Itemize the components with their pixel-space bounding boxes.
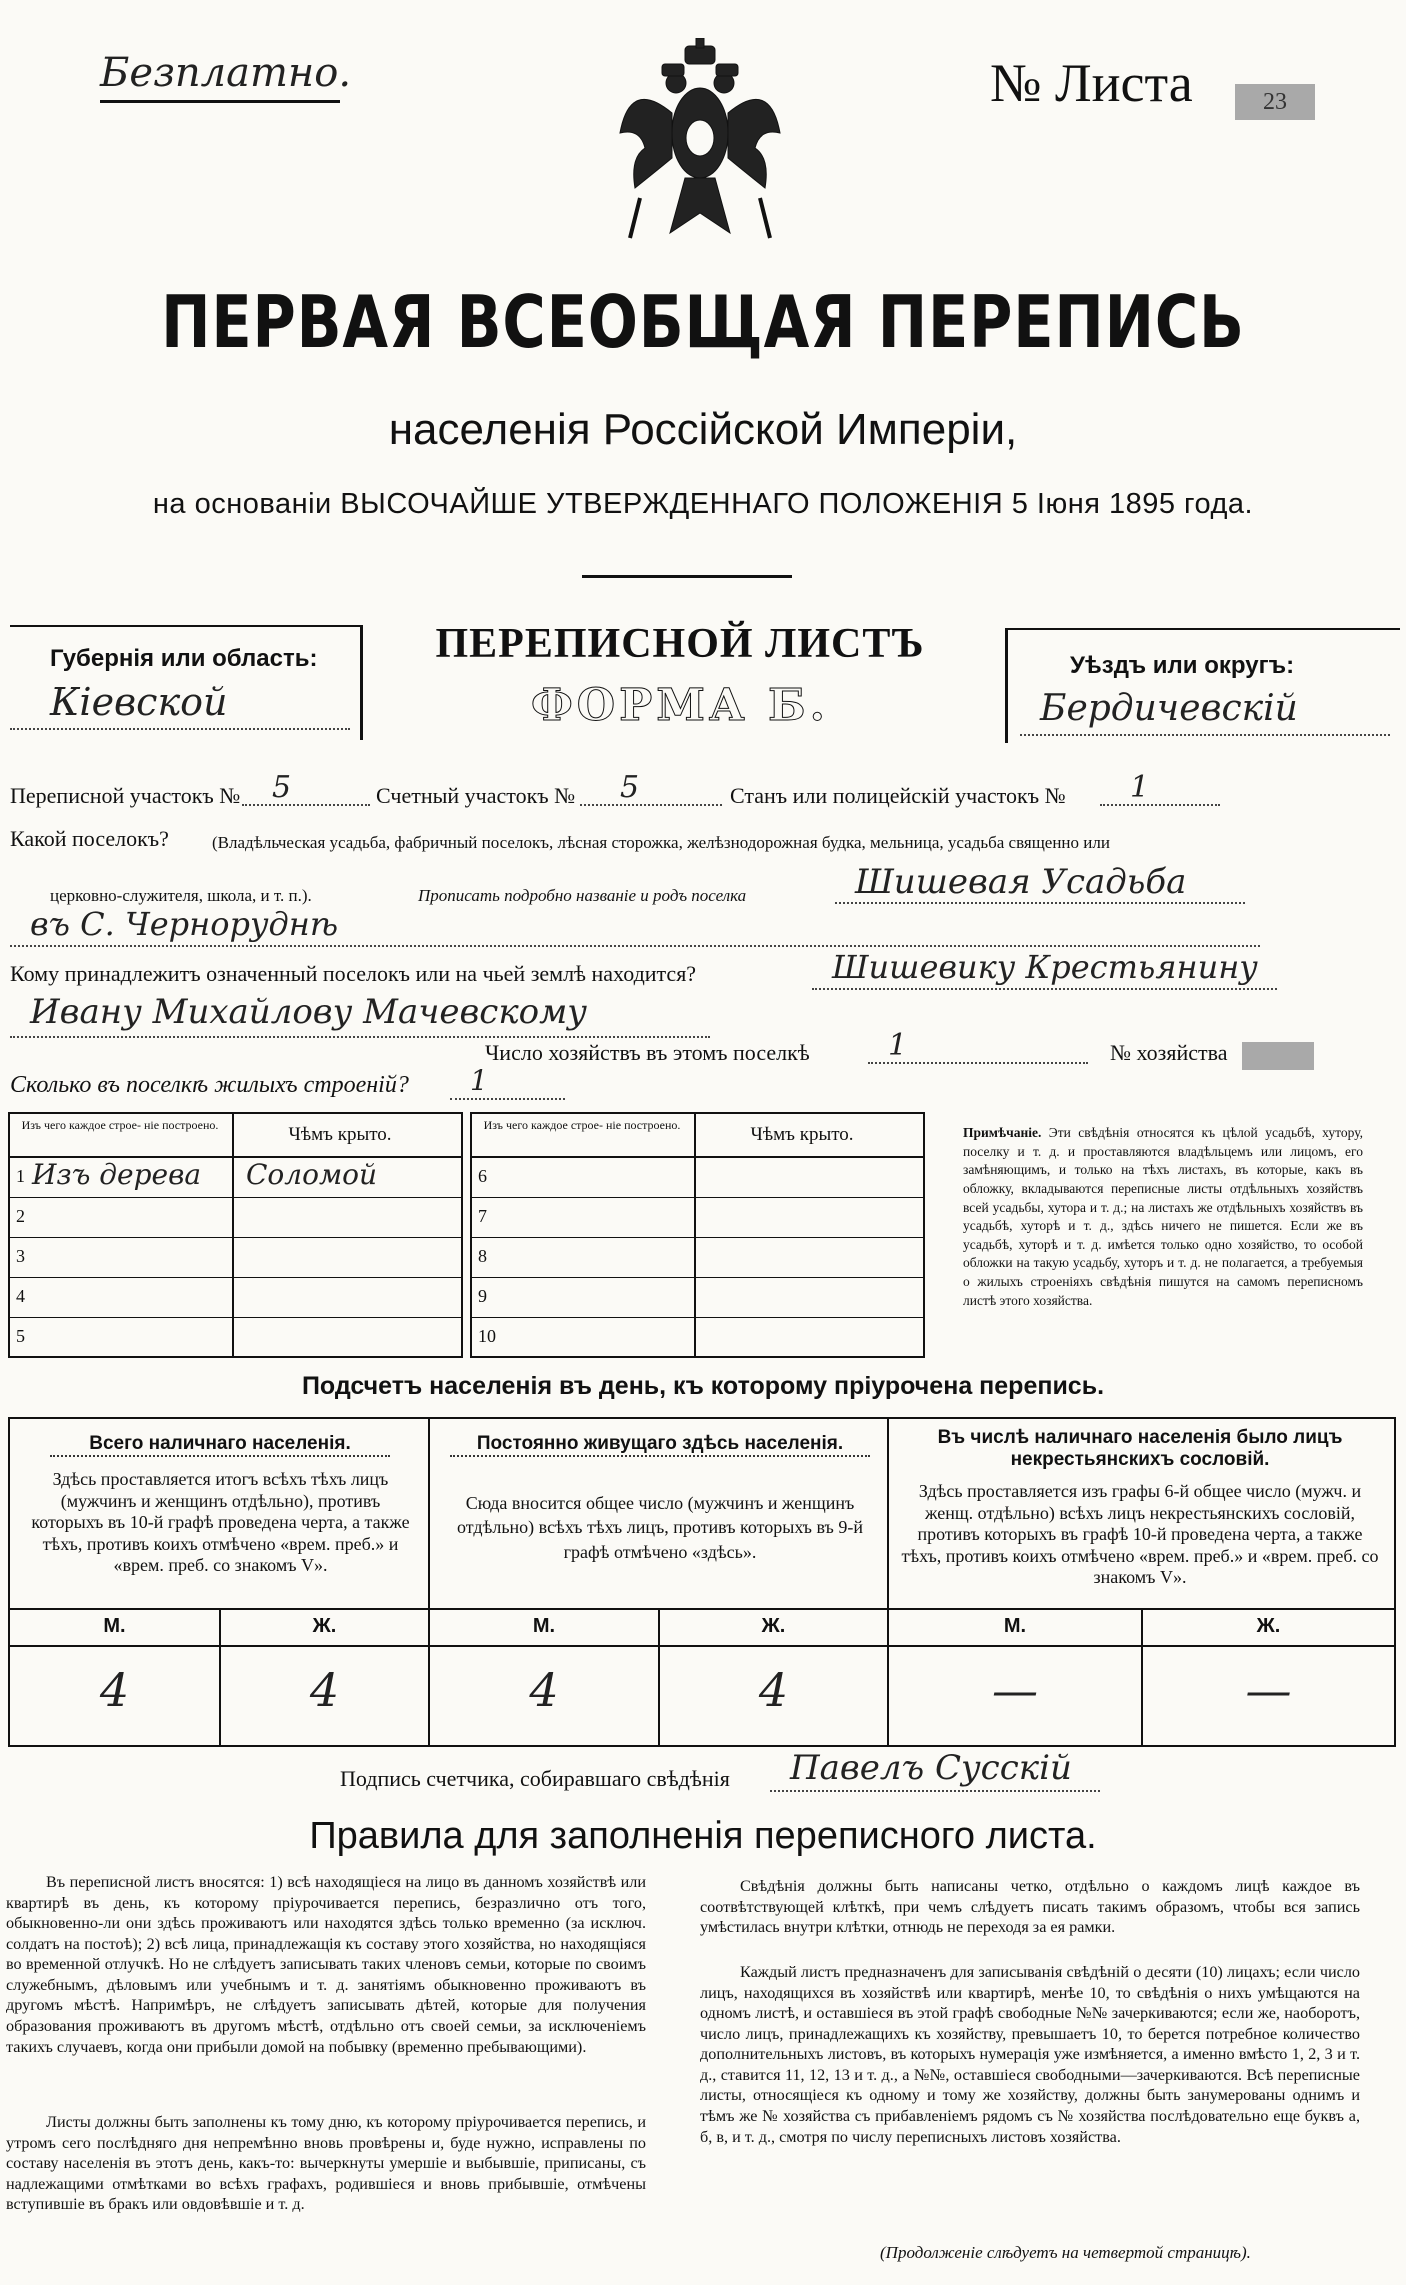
- decree-basis: на основаніи ВЫСОЧАЙШЕ УТВЕРЖДЕННАГО ПОЛОЖЕНІЯ 5 Іюня 1895 года.: [152, 488, 1254, 520]
- owner-label: Кому принадлежитъ означенный поселокъ или на чьей землѣ находится?: [10, 961, 697, 986]
- building-row: [472, 1158, 923, 1198]
- page-subtitle: населенія Россійской Имперіи,: [388, 405, 1018, 454]
- gubernia-top-line: [10, 625, 362, 627]
- building-row: [472, 1238, 923, 1278]
- col3-title: Въ числѣ наличнаго населенія было лицъ некрестьянскихъ сословій.: [937, 1427, 1343, 1470]
- col2-title: Постоянно живущаго здѣсь населенія.: [450, 1433, 870, 1457]
- free-label: Безплатно.: [100, 50, 352, 96]
- rules-left-p1: Въ переписной листъ вносятся: 1) всѣ находящіеся на лицо въ данномъ хозяйствѣ или квартирѣ въ день, къ которому пріурочивается перепись, безразлично отъ того, обыкновенно-ли они здѣсь проживаютъ или находятся здѣсь только временно (за исключ. солдатъ на постоѣ); 2) всѣ лица, принадлежащія къ составу этого хозяйства, но находящіяся во временной отлучкѣ. Но не слѣдуетъ записывать таких членовъ семьи, которые по своимъ служебнымъ, дѣловымъ или учебнымъ и т. д. занятіямъ обыкновенно проживаютъ въ другомъ мѣстѣ. Напримѣръ, не слѣдуетъ записывать дѣтей, которые для получения образования проживаютъ въ другомъ мѣстѣ, отдѣльно отъ своей семьи, за исключеніемъ такихъ случаевъ, когда они прибыли домой на побывку (временно пребывающими).: [6, 1873, 646, 2056]
- uezd-label: Уѣздъ или округъ:: [1070, 652, 1295, 679]
- col-material-header: Изъ чего каждое строе- ніе построено.: [21, 1118, 219, 1132]
- nonpeasant-f-value: —: [1245, 1663, 1292, 1717]
- building-row: [10, 1158, 461, 1198]
- f-label: Ж.: [312, 1615, 337, 1637]
- rules-continued: (Продолженіе слѣдуетъ на четвертой страницѣ).: [880, 2243, 1251, 2262]
- sheet-no-label: № Листа: [990, 53, 1193, 113]
- imperial-eagle-emblem: [610, 38, 790, 253]
- households-label: Число хозяйствъ въ этомъ поселкѣ: [485, 1040, 810, 1065]
- buildings-note: [963, 1124, 1363, 1310]
- rules-right-p2: Каждый листъ предназначенъ для записыванія свѣдѣній о десяти (10) лицахъ; если число лицъ, находящихся въ хозяйствѣ или квартирѣ, менѣе 10, то свѣдѣнія о нихъ умѣщаются на одномъ листѣ, и оставшіеся въ этой графѣ свободные №№ зачеркиваются; если же, наоборотъ, число лицъ, принадлежащихъ къ хозяйству, превышаетъ 10, то берется потребное количество дополнительныхъ листовъ, въ которыхъ нумерація уже измѣняется, а именно вмѣсто 1, 2, 3 и т. д., ставится 11, 12, 13 и т. д., а №№, оставшіеся свободными—зачеркиваются. Всѣ переписные листы, относящіеся къ одному и тому же хозяйству, должны быть занумерованы однимъ и тѣмъ же № хозяйства съ прибавленіемъ рядомъ съ № хозяйства послѣдовательно еще буквъ а, б, в, и т. д., смотря по числу переписныхъ листовъ хозяйства.: [700, 1963, 1360, 2146]
- population-heading: Подсчетъ населенія въ день, къ которому пріурочена перепись.: [301, 1372, 1105, 1400]
- building-row-number: 6: [478, 1166, 487, 1186]
- uezd-value: Бердичевскій: [1020, 688, 1390, 736]
- buildings-table-right: [470, 1112, 925, 1358]
- owner-value-2: Ивану Михайлову Мачевскому: [10, 992, 710, 1038]
- rules-right-p1: Свѣдѣнія должны быть написаны четко, отдѣльно о каждомъ лицѣ каждое въ соотвѣтствующей клѣткѣ, при чемъ слѣдуетъ писать такимъ образомъ, чтобы вся запись умѣстилась внутри клѣтки, отнюдь не переходя за ея рамки.: [700, 1877, 1360, 1937]
- rules-heading: Правила для заполненія переписного листа.: [309, 1815, 1097, 1857]
- signature-label: Подпись счетчика, собиравшаго свѣдѣнія: [340, 1766, 730, 1791]
- count-area-value: 5: [580, 770, 722, 806]
- settlement-hint-3: Прописать подробно названіе и родъ поселка: [418, 886, 747, 905]
- households-value: 1: [868, 1028, 1088, 1064]
- m-label: М.: [103, 1615, 126, 1637]
- settlement-hint-1: (Владѣльческая усадьба, фабричный поселокъ, лѣсная сторожка, желѣзнодорожная будка, мельница, усадьба священно или: [212, 833, 1110, 852]
- building-row-number: 1: [16, 1166, 25, 1186]
- gubernia-value: Кіевской: [10, 680, 350, 730]
- building-row-number: 10: [478, 1326, 496, 1346]
- form-title: ПЕРЕПИСНОЙ ЛИСТЪ: [435, 621, 925, 667]
- f-label: Ж.: [761, 1615, 786, 1637]
- gubernia-right-line: [360, 625, 363, 740]
- building-row: [10, 1198, 461, 1238]
- population-table: [8, 1417, 1396, 1747]
- rules-left-p2: Листы должны быть заполнены къ тому дню, къ которому пріурочивается перепись, и утромъ сего послѣдняго дня непремѣнно вновь провѣрены и, буде нужно, исправлены по составу населенія въ этотъ день, какъ-то: вычеркнуты умершіе и выбывшіе, приписаны, съ надлежащими отмѣтками во всѣхъ графахъ, родившіеся и вновь прибывшіе, отмѣчены вступившіе въ бракъ или овдовѣвшіе и т. д.: [6, 2113, 646, 2214]
- buildings-table-left: [8, 1112, 463, 1358]
- census-area-label: Переписной участокъ №: [10, 783, 241, 808]
- note-text: Эти свѣдѣнія относятся къ цѣлой усадьбѣ, хутору, поселку и т. д. и проставляются владѣльцемъ или лицомъ, его замѣняющимъ, и только на тѣхъ листахъ, въ которые, какъ въ обложку, вкладываются переписные листы отдѣльныхъ хозяйствъ всей усадьбы, хутора и т. д.; на листахъ же отдѣльныхъ хозяйствъ въ усадьбѣ, хуторѣ и т. д., здѣсь ничего не пишется. Если же въ усадьбѣ, хуторѣ и т. д. имѣется только одно хозяйство, то особой обложки на такую усадьбу, хуторъ и т. д. не полагается, а требуемыя о жилыхъ строеніяхъ свѣдѣнія пишутся на самомъ переписномъ листѣ этого хозяйства.: [963, 1125, 1363, 1308]
- col-roof-header: Чѣмъ крыто.: [288, 1124, 392, 1145]
- page-title: ПЕРВАЯ ВСЕОБЩАЯ ПЕРЕПИСЬ: [161, 280, 1245, 364]
- m-label: М.: [1003, 1615, 1027, 1637]
- col3-desc: Здѣсь проставляется изъ графы 6-й общее число (мужч. и женщ. отдѣльно) всѣхъ лицъ некрестьянскихъ сословій, противъ которыхъ въ графѣ 10-й проведена черта, а также тѣхъ, противъ коихъ отмѣчено «врем. преб.» и «врем. преб. со знакомъ V».: [901, 1481, 1379, 1588]
- building-row: [472, 1278, 923, 1318]
- form-subtitle: ФОРМА Б.: [531, 680, 829, 731]
- household-no-value-redacted: [1242, 1042, 1314, 1070]
- divider: [582, 575, 792, 578]
- f-label: Ж.: [1256, 1615, 1281, 1637]
- row-divider: [10, 1645, 1394, 1647]
- uezd-top-line: [1005, 628, 1400, 630]
- station-value: 1: [1100, 770, 1220, 806]
- m-label: М.: [532, 1615, 556, 1637]
- uezd-left-line: [1005, 628, 1008, 743]
- nonpeasant-m-value: —: [992, 1663, 1038, 1717]
- building-row: [10, 1318, 461, 1358]
- household-no-label: № хозяйства: [1110, 1040, 1228, 1065]
- building-row-number: 8: [478, 1246, 487, 1266]
- gubernia-label: Губернія или область:: [50, 645, 318, 672]
- col2-desc: Сюда вносится общее число (мужчинъ и женщинъ отдѣльно) всѣхъ тѣхъ лицъ, противъ которыхъ въ 9-й графѣ отмѣчено «здѣсь».: [457, 1493, 863, 1562]
- building-row: [10, 1238, 461, 1278]
- col-material-header: Изъ чего каждое строе- ніе построено.: [483, 1118, 681, 1132]
- settlement-value-1: Шишевая Усадьба: [835, 862, 1245, 904]
- building-row: [10, 1278, 461, 1318]
- station-label: Станъ или полицейскій участокъ №: [730, 783, 1066, 808]
- note-title: Примѣчаніе.: [963, 1125, 1042, 1140]
- building-row-number: 7: [478, 1206, 487, 1226]
- col1-title: Всего наличнаго населенія.: [50, 1433, 390, 1457]
- count-area-label: Счетный участокъ №: [376, 783, 576, 808]
- sheet-no-value: 23: [1235, 84, 1315, 120]
- building-row-number: 9: [478, 1286, 487, 1306]
- settlement-hint-2: церковно-служителя, школа, и т. п.).: [50, 886, 312, 905]
- resident-m-value: 4: [529, 1663, 559, 1717]
- building-material: Изъ дерева: [32, 1158, 202, 1191]
- settlement-value-2: въ С. Черноруднѣ: [10, 905, 1260, 947]
- building-row: [472, 1318, 923, 1358]
- row-divider: [10, 1608, 1394, 1610]
- building-row: [472, 1198, 923, 1238]
- settlement-label: Какой поселокъ?: [10, 826, 169, 851]
- buildings-label: Сколько въ поселкѣ жилыхъ строеній?: [10, 1072, 409, 1098]
- total-m-value: 4: [99, 1663, 130, 1717]
- free-underline: [100, 100, 340, 103]
- col-roof-header: Чѣмъ крыто.: [750, 1124, 854, 1145]
- col1-desc: Здѣсь проставляется итогъ всѣхъ тѣхъ лицъ (мужчинъ и женщинъ отдѣльно), противъ которыхъ въ 10-й графѣ проведена черта, а также тѣхъ, противъ коихъ отмѣчено «врем. преб.» и «врем. преб. со знакомъ V».: [31, 1469, 410, 1576]
- signature-value: Павелъ Сусскій: [770, 1748, 1100, 1792]
- building-row-number: 3: [16, 1246, 25, 1266]
- owner-value-1: Шишевику Крестьянину: [812, 948, 1277, 990]
- building-row-number: 4: [16, 1286, 25, 1306]
- buildings-value: 1: [450, 1064, 565, 1100]
- census-area-value: 5: [242, 770, 370, 806]
- total-f-value: 4: [309, 1663, 340, 1717]
- building-roof: Соломой: [246, 1158, 378, 1191]
- resident-f-value: 4: [758, 1663, 789, 1717]
- building-row-number: 2: [16, 1206, 25, 1226]
- building-row-number: 5: [16, 1326, 25, 1346]
